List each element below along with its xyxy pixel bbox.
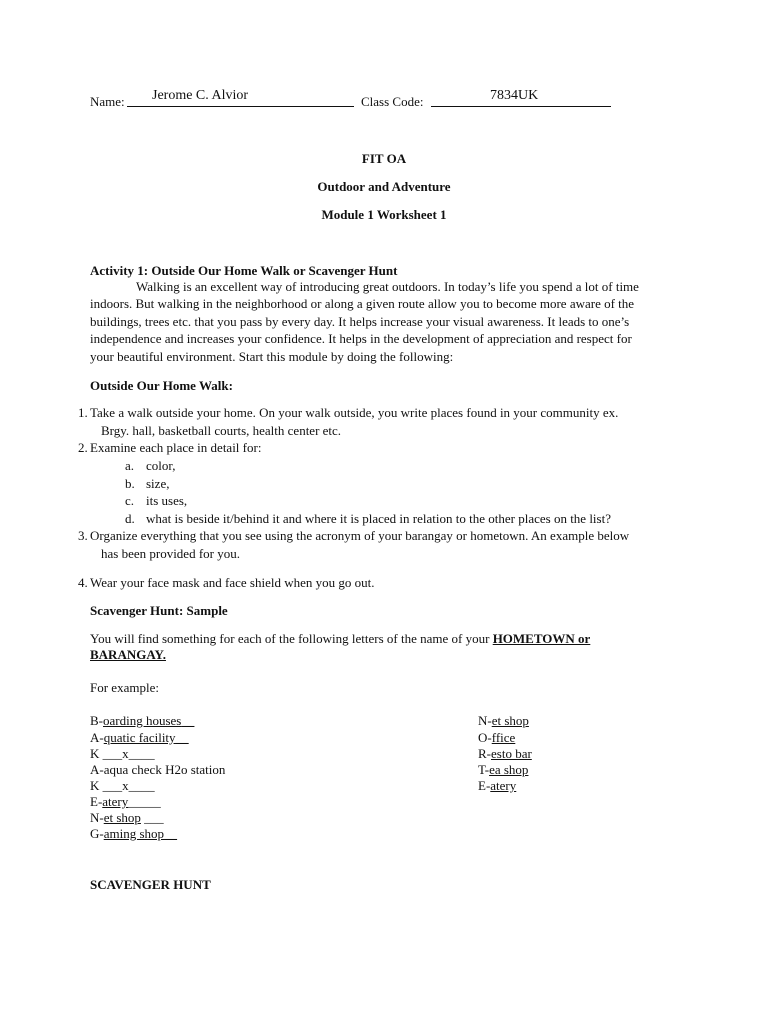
sub-item-text: size, (146, 476, 170, 491)
acronym-right-item (478, 761, 528, 779)
list-number: 4. (78, 575, 88, 590)
acronym-letter: E- (478, 778, 491, 793)
acronym-letter: A-aqua check H2o station (90, 762, 226, 777)
sub-item-letter: d. (125, 511, 135, 526)
acronym-blank: ____ (128, 746, 155, 761)
name-value: Jerome C. Alvior (152, 88, 249, 103)
acronym-letter: T- (478, 762, 490, 777)
acronym-right-item (478, 712, 529, 730)
activity-paragraph-line: buildings, trees etc. that you pass by every day. It helps increase your visual awareness. It leads to one’s (90, 314, 630, 329)
acronym-word: quatic facility (103, 730, 176, 745)
acronym-left-item (90, 745, 155, 763)
acronym-blank: __ (164, 826, 178, 841)
walk-item-3: Organize everything that you see using the acronym of your barangay or hometown. An example below (90, 528, 630, 543)
acronym-word: x (122, 778, 129, 793)
walk-item-4: Wear your face mask and face shield when you go out. (90, 575, 375, 590)
sub-item-text: color, (146, 458, 176, 473)
acronym-blank: __ (181, 713, 195, 728)
acronym-letter: N- (478, 713, 492, 728)
acronym-letter: O- (478, 730, 492, 745)
sample-heading: Scavenger Hunt: Sample (90, 603, 228, 618)
acronym-letter: K ___ (90, 746, 123, 761)
acronym-blank: ___ (140, 810, 164, 825)
acronym-right-item (478, 745, 532, 763)
sample-intro (90, 630, 590, 648)
acronym-left-item (90, 777, 155, 795)
list-number: 1. (78, 405, 88, 420)
course-subtitle: Outdoor and Adventure (317, 179, 451, 194)
walk-heading: Outside Our Home Walk: (90, 378, 233, 393)
acronym-word: ffice (491, 730, 516, 745)
acronym-word: atery (102, 794, 129, 809)
acronym-blank: _____ (128, 794, 161, 809)
acronym-word: oarding houses (103, 713, 182, 728)
sample-intro-emphasis: HOMETOWN or (492, 631, 591, 646)
sub-item-letter: b. (125, 476, 135, 491)
acronym-letter: B- (90, 713, 103, 728)
acronym-blank: __ (175, 730, 189, 745)
acronym-left-item (90, 793, 161, 811)
course-title: FIT OA (361, 151, 407, 166)
activity-heading: Activity 1: Outside Our Home Walk or Scavenger Hunt (90, 263, 398, 278)
acronym-right-item (478, 777, 516, 795)
acronym-letter: G- (90, 826, 104, 841)
acronym-word: aming shop (103, 826, 165, 841)
acronym-letter: R- (478, 746, 491, 761)
sample-intro-text: You will find something for each of the following letters of the name of your (90, 631, 490, 646)
acronym-word: et shop (491, 713, 529, 728)
activity-paragraph-line: your beautiful environment. Start this module by doing the following: (90, 349, 454, 364)
acronym-left-item (90, 825, 177, 843)
list-number: 2. (78, 440, 88, 455)
acronym-letter: A- (90, 730, 104, 745)
scavenger-hunt-heading: SCAVENGER HUNT (90, 877, 211, 892)
sub-item-letter: c. (125, 493, 135, 508)
acronym-blank: ____ (128, 778, 155, 793)
acronym-word: atery (490, 778, 517, 793)
acronym-letter: K ___ (90, 778, 123, 793)
acronym-right-item (478, 729, 515, 747)
acronym-letter: E- (90, 794, 103, 809)
module-title: Module 1 Worksheet 1 (321, 207, 447, 222)
acronym-word: esto bar (491, 746, 532, 761)
walk-item-3-cont: has been provided for you. (101, 546, 240, 561)
sub-item-text: what is beside it/behind it and where it is placed in relation to the other places on the list? (146, 511, 611, 526)
name-underline (127, 106, 354, 107)
acronym-word: ea shop (489, 762, 529, 777)
for-example-label: For example: (90, 680, 159, 695)
class-code-label: Class Code: (361, 94, 424, 109)
acronym-left-item (90, 761, 225, 779)
acronym-word: et shop (103, 810, 141, 825)
activity-paragraph-line: independence and increases your confidence. It helps in the development of appreciation and respect for (90, 331, 632, 346)
class-code-underline (431, 106, 611, 107)
acronym-letter: N- (90, 810, 104, 825)
list-number: 3. (78, 528, 88, 543)
acronym-word: x (122, 746, 129, 761)
sub-item-text: its uses, (146, 493, 188, 508)
name-label: Name: (90, 94, 125, 109)
acronym-left-item (90, 729, 189, 747)
acronym-left-item (90, 809, 164, 827)
class-code-value: 7834UK (490, 88, 539, 103)
activity-paragraph-line: indoors. But walking in the neighborhood or along a given route allow you to become more aware of the (90, 296, 635, 311)
activity-paragraph-line: Walking is an excellent way of introducing great outdoors. In today’s life you spend a lot of time (136, 279, 639, 294)
sub-item-letter: a. (125, 458, 135, 473)
acronym-left-item (90, 712, 194, 730)
walk-item-1-cont: Brgy. hall, basketball courts, health center etc. (101, 423, 342, 438)
walk-item-1: Take a walk outside your home. On your walk outside, you write places found in your community ex. (90, 405, 619, 420)
sample-intro-emphasis-cont: BARANGAY. (90, 647, 166, 662)
walk-item-2: Examine each place in detail for: (90, 440, 262, 455)
